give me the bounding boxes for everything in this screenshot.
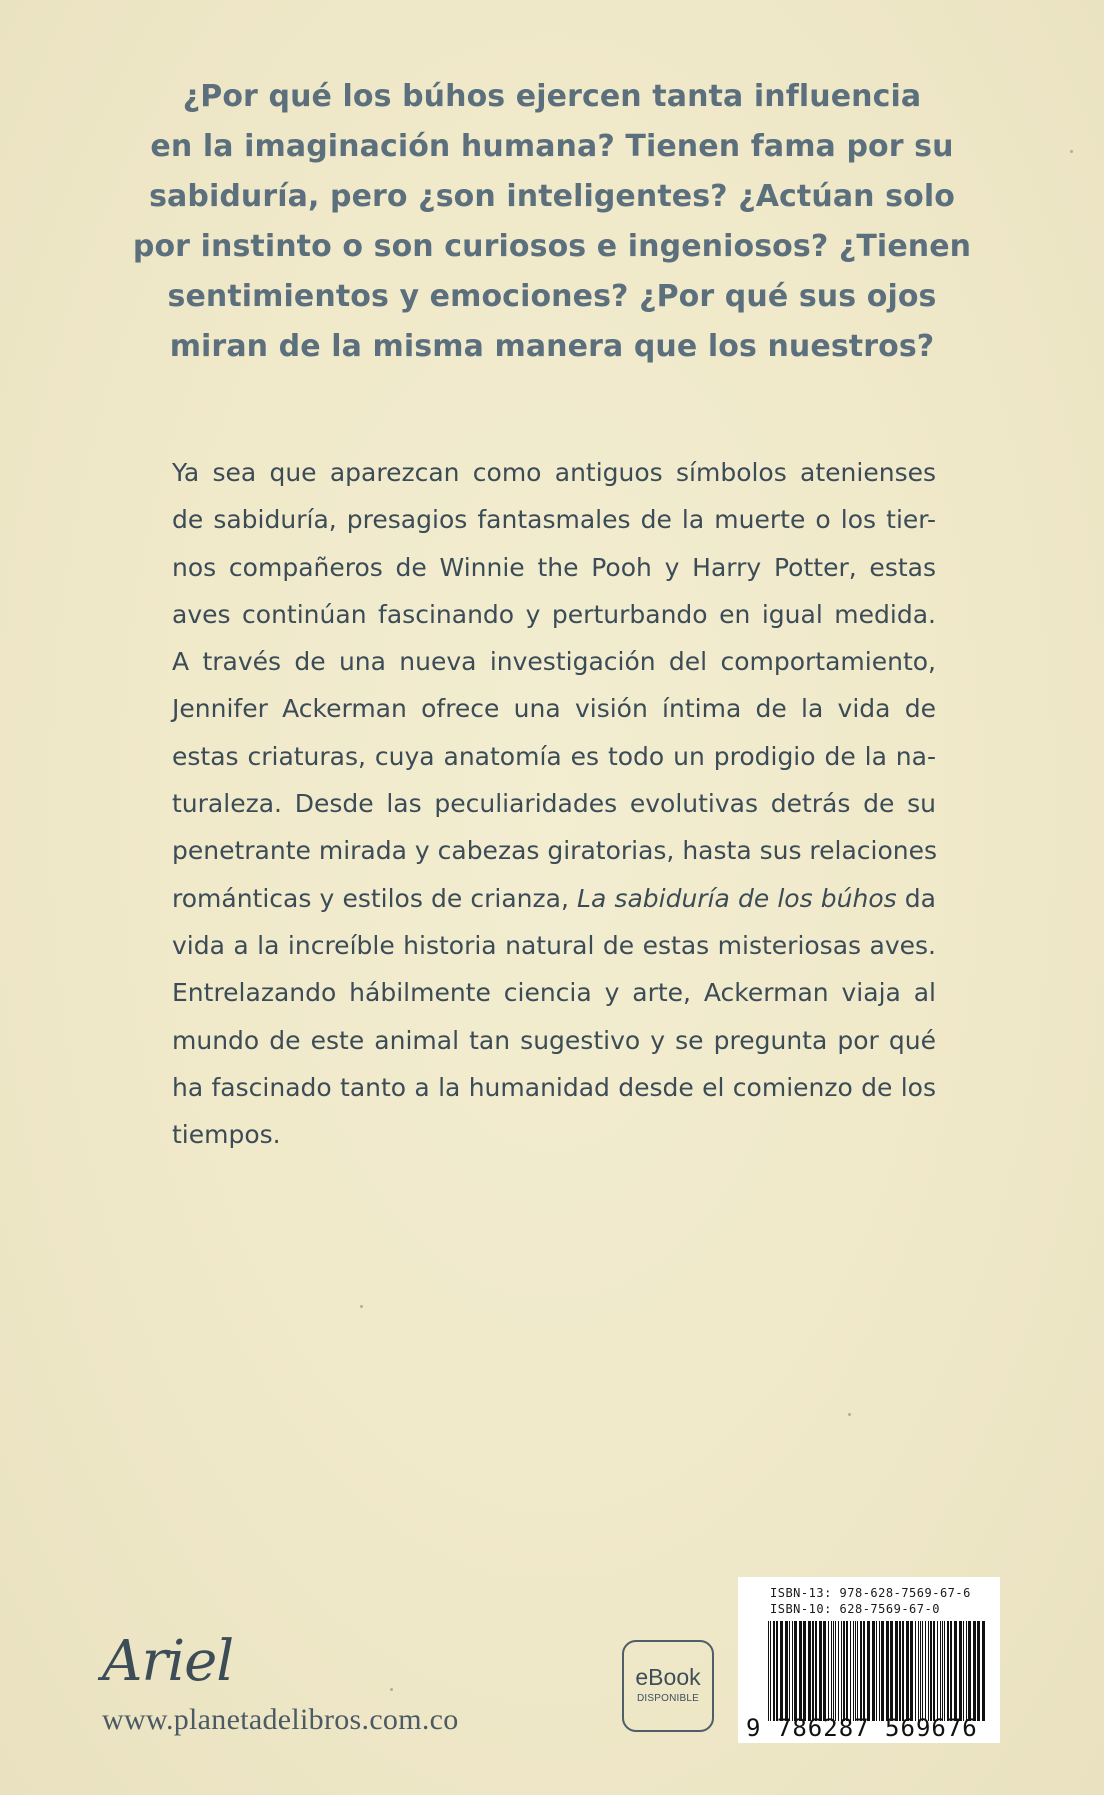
blurb-line: Ya sea que aparezcan como antiguos símbolos atenienses: [172, 458, 936, 487]
paper-speck: [360, 1305, 363, 1308]
barcode-bar: [925, 1621, 926, 1721]
paper-speck: [390, 1688, 393, 1691]
barcode-bar: [803, 1621, 806, 1721]
barcode-bar: [922, 1621, 923, 1721]
barcode-bar: [915, 1621, 916, 1721]
barcode-bar: [835, 1621, 836, 1721]
barcode-bar: [966, 1621, 967, 1721]
barcode-bar: [968, 1621, 971, 1721]
tagline-questions: [130, 72, 974, 372]
blurb-line: A través de una nueva investigación del comportamiento,: [172, 647, 936, 677]
barcode-bar: [850, 1621, 851, 1721]
barcode-bar: [937, 1621, 938, 1721]
barcode-bar: [928, 1621, 929, 1721]
barcode-bar: [792, 1621, 793, 1721]
barcode-bar: [982, 1621, 985, 1721]
barcode-bar: [857, 1621, 858, 1721]
paper-speck: [1070, 150, 1073, 153]
barcode-bar: [867, 1621, 870, 1721]
barcode-bar: [963, 1621, 964, 1721]
barcode-bar: [768, 1621, 769, 1721]
barcode-bar: [770, 1621, 771, 1721]
barcode-bar: [886, 1621, 889, 1721]
barcode-bar: [831, 1621, 832, 1721]
blurb-line: vida a la increíble historia natural de estas misteriosas aves.: [172, 930, 936, 960]
blurb-text: románticas y estilos de crianza,: [172, 883, 569, 913]
barcode-bar: [799, 1621, 802, 1721]
barcode-bar: [899, 1621, 901, 1721]
barcode-bar: [843, 1621, 845, 1721]
barcode-bar: [881, 1621, 884, 1721]
blurb-line: de sabiduría, presagios fantasmales de la muerte o los tier-: [172, 505, 936, 535]
barcode-bar: [780, 1621, 783, 1721]
publisher-website: www.planetadelibros.com.co: [102, 1703, 459, 1736]
blurb-line: aves continúan fascinando y perturbando en igual medida.: [172, 599, 936, 629]
barcode-bar: [902, 1621, 904, 1721]
barcode-bar: [977, 1621, 980, 1721]
barcode-bar: [815, 1621, 817, 1721]
tagline-line: en la imaginación humana? Tienen fama por su: [150, 129, 954, 164]
barcode-bar: [950, 1621, 952, 1721]
book-title: La sabiduría de los búhos: [577, 883, 897, 913]
barcode-bars: [766, 1621, 986, 1721]
barcode-bar: [954, 1621, 957, 1721]
isbn-10: ISBN-10: 628-7569-67-0: [770, 1602, 940, 1616]
barcode-bar: [785, 1621, 788, 1721]
blurb-line: ha fascinado tanto a la humanidad desde el comienzo de los: [172, 1072, 936, 1102]
barcode-bar: [853, 1621, 854, 1721]
barcode-bar: [863, 1621, 865, 1721]
blurb-line: Jennifer Ackerman ofrece una visión íntima de la vida de: [172, 694, 936, 724]
publisher-logo: Ariel: [102, 1629, 234, 1694]
barcode-digits: 9 786287 569676: [746, 1714, 978, 1742]
ebook-badge-subtitle: DISPONIBLE: [636, 1693, 700, 1704]
barcode-bar: [879, 1621, 880, 1721]
ebook-badge-title: eBook: [635, 1664, 701, 1690]
barcode-bar: [930, 1621, 932, 1721]
tagline-line: sentimientos y emociones? ¿Por qué sus ojos: [167, 279, 937, 314]
barcode-bar: [942, 1621, 943, 1721]
blurb-text: da: [904, 883, 936, 913]
tagline-line: ¿Por qué los búhos ejercen tanta influencia: [182, 79, 922, 114]
barcode-bar: [918, 1621, 919, 1721]
blurb-line: turaleza. Desde las peculiaridades evolutivas detrás de su: [172, 789, 936, 819]
barcode-bar: [846, 1621, 848, 1721]
blurb-line: mundo de este animal tan sugestivo y se pregunta por qué: [172, 1025, 936, 1055]
barcode-bar: [828, 1621, 829, 1721]
barcode-bar: [933, 1621, 935, 1721]
barcode-bar: [838, 1621, 839, 1721]
barcode-bar: [910, 1621, 913, 1721]
barcode-bar: [808, 1621, 811, 1721]
ebook-available-badge: [622, 1640, 714, 1732]
barcode-bar: [794, 1621, 797, 1721]
blurb-line: Entrelazando hábilmente ciencia y arte, Ackerman viaja al: [172, 978, 936, 1008]
barcode-bar: [860, 1621, 862, 1721]
isbn-barcode-label: [738, 1577, 1000, 1743]
barcode-bar: [776, 1621, 778, 1721]
barcode-bar: [789, 1621, 790, 1721]
paper-speck: [848, 1413, 851, 1416]
barcode-bar: [833, 1621, 834, 1721]
barcode-bar: [773, 1621, 775, 1721]
barcode-bar: [920, 1621, 921, 1721]
barcode-bar: [872, 1621, 875, 1721]
barcode-bar: [973, 1621, 976, 1721]
barcode-bar: [959, 1621, 962, 1721]
barcode-bar: [841, 1621, 842, 1721]
barcode-bar: [890, 1621, 893, 1721]
tagline-line: miran de la misma manera que los nuestros?: [169, 329, 935, 364]
blurb-line-with-title: [172, 875, 936, 922]
blurb-line: penetrante mirada y cabezas giratorias, hasta sus relaciones: [172, 836, 938, 866]
blurb-line: estas criaturas, cuya anatomía es todo un prodigio de la na-: [172, 741, 936, 771]
blurb-line: tiempos.: [172, 1120, 281, 1150]
barcode-bar: [940, 1621, 941, 1721]
blurb-line: nos compañeros de Winnie the Pooh y Harry Potter, estas: [172, 552, 936, 582]
tagline-line: por instinto o son curiosos e ingeniosos? ¿Tienen: [132, 229, 972, 264]
barcode-bar: [812, 1621, 814, 1721]
barcode-bar: [819, 1621, 822, 1721]
barcode-bar: [876, 1621, 877, 1721]
barcode-bar: [895, 1621, 898, 1721]
barcode-bar: [855, 1621, 856, 1721]
barcode-bar: [823, 1621, 826, 1721]
isbn-13: ISBN-13: 978-628-7569-67-6: [770, 1586, 971, 1600]
barcode-bar: [947, 1621, 949, 1721]
barcode-bar: [944, 1621, 945, 1721]
barcode-bar: [906, 1621, 909, 1721]
book-description: [172, 449, 936, 1158]
tagline-line: sabiduría, pero ¿son inteligentes? ¿Actúan solo: [149, 179, 955, 214]
